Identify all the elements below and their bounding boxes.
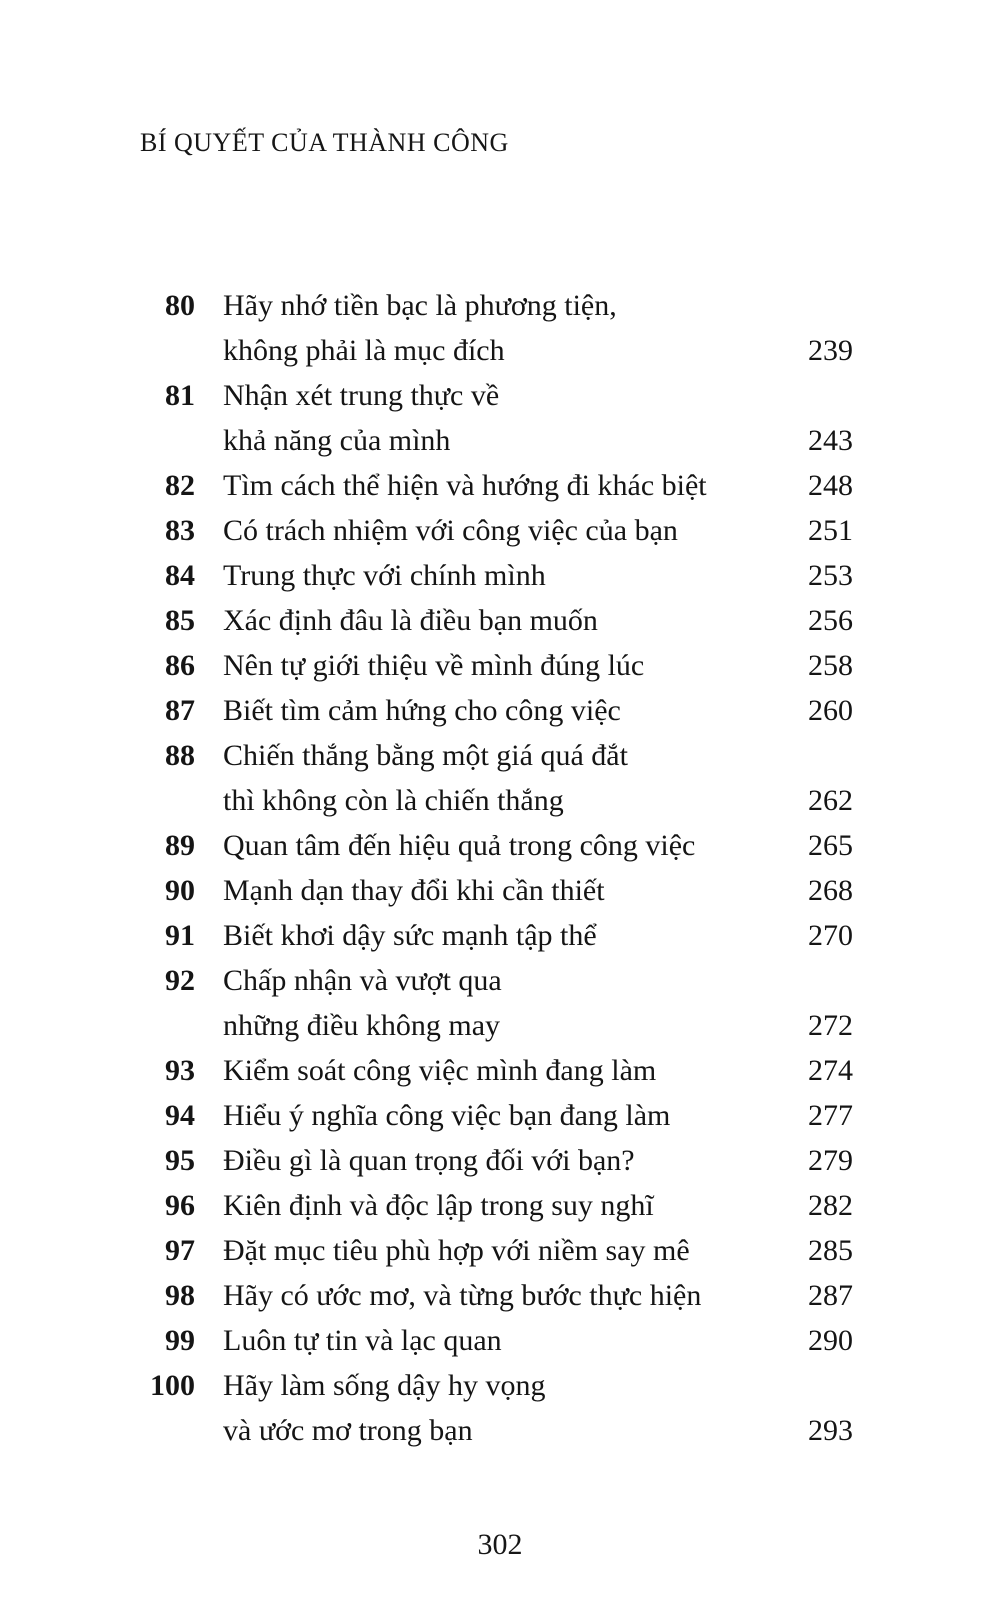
toc-entry-title [223,733,745,823]
toc-entry [137,373,853,463]
toc-entry-number: 91 [165,919,195,952]
toc-entry-page-number: 239 [808,334,853,367]
toc-entry-title-line: Luôn tự tin và lạc quan [223,1324,502,1357]
toc-entry-title-line: Điều gì là quan trọng đối với bạn? [223,1144,635,1177]
toc-entry-title [223,553,745,598]
toc-entry-number: 92 [165,964,195,997]
toc-entry-title-line: Biết tìm cảm hứng cho công việc [223,694,621,727]
toc-entry-title-line: Biết khơi dậy sức mạnh tập thể [223,919,597,952]
toc-entry-number: 80 [165,289,195,322]
toc-entry-page-number: 272 [808,1009,853,1042]
toc-entry [137,1048,853,1093]
toc-entry-title [223,1138,745,1183]
toc-entry-number: 85 [165,604,195,637]
toc-entry-page-number: 248 [808,469,853,502]
toc-entry-title-line: Hãy làm sống dậy hy vọng [223,1369,546,1402]
toc-entry-title-line: Kiên định và độc lập trong suy nghĩ [223,1189,654,1222]
toc-entry-title-line: Hiểu ý nghĩa công việc bạn đang làm [223,1099,671,1132]
toc-entry-title [223,1048,745,1093]
toc-entry [137,1183,853,1228]
toc-entry [137,823,853,868]
toc-entry-title-line: thì không còn là chiến thắng [223,784,564,817]
toc-entry-page-number: 282 [808,1189,853,1222]
toc-entry-page-number: 268 [808,874,853,907]
toc-entry-number: 95 [165,1144,195,1177]
toc-entry-title-line: Hãy có ước mơ, và từng bước thực hiện [223,1279,702,1312]
toc-entry-number: 94 [165,1099,195,1132]
toc-entry-page-number: 277 [808,1099,853,1132]
toc-entry-page-number: 279 [808,1144,853,1177]
toc-entry-number: 100 [150,1369,195,1402]
toc-entry-title-line: Có trách nhiệm với công việc của bạn [223,514,678,547]
toc-entry-title [223,463,745,508]
toc-entry-title-line: Quan tâm đến hiệu quả trong công việc [223,829,696,862]
toc-entry-title-line: Chấp nhận và vượt qua [223,964,502,997]
toc-entry-page-number: 287 [808,1279,853,1312]
table-of-contents [137,283,853,1453]
toc-entry-title-line: Đặt mục tiêu phù hợp với niềm say mê [223,1234,690,1267]
toc-entry-page-number: 274 [808,1054,853,1087]
toc-entry-title-line: Xác định đâu là điều bạn muốn [223,604,598,637]
toc-entry [137,598,853,643]
running-head-book-title: BÍ QUYẾT CỦA THÀNH CÔNG [140,128,509,157]
toc-entry-number: 99 [165,1324,195,1357]
toc-entry-title-line: Nhận xét trung thực về [223,379,500,412]
toc-entry-page-number: 251 [808,514,853,547]
toc-entry [137,283,853,373]
toc-entry-number: 83 [165,514,195,547]
toc-entry-page-number: 290 [808,1324,853,1357]
toc-entry-title-line: Hãy nhớ tiền bạc là phương tiện, [223,289,617,322]
toc-entry-number: 98 [165,1279,195,1312]
toc-entry-title-line: không phải là mục đích [223,334,505,367]
toc-entry-number: 93 [165,1054,195,1087]
toc-entry-number: 84 [165,559,195,592]
toc-entry-title-line: Kiểm soát công việc mình đang làm [223,1054,657,1087]
toc-entry [137,913,853,958]
toc-entry-page-number: 253 [808,559,853,592]
toc-entry-number: 88 [165,739,195,772]
toc-entry-number: 96 [165,1189,195,1222]
toc-entry-title [223,688,745,733]
toc-entry-number: 82 [165,469,195,502]
toc-entry-number: 90 [165,874,195,907]
toc-entry-page-number: 258 [808,649,853,682]
toc-entry-page-number: 243 [808,424,853,457]
toc-entry [137,733,853,823]
toc-entry [137,553,853,598]
toc-entry-title [223,1228,745,1273]
toc-entry-title [223,1183,745,1228]
toc-entry-title [223,643,745,688]
toc-entry-page-number: 265 [808,829,853,862]
toc-entry-title [223,823,745,868]
toc-entry-number: 97 [165,1234,195,1267]
toc-entry-page-number: 260 [808,694,853,727]
toc-entry-number: 81 [165,379,195,412]
toc-entry [137,1093,853,1138]
toc-entry-number: 89 [165,829,195,862]
toc-entry-title-line: và ước mơ trong bạn [223,1414,473,1447]
toc-entry [137,643,853,688]
toc-entry-title [223,913,745,958]
toc-entry-number: 86 [165,649,195,682]
toc-entry-title-line: khả năng của mình [223,424,451,457]
toc-entry-title [223,1273,745,1318]
toc-entry [137,508,853,553]
toc-entry [137,1228,853,1273]
toc-entry-number: 87 [165,694,195,727]
toc-entry-title-line: những điều không may [223,1009,501,1042]
toc-entry-title [223,508,745,553]
toc-entry-title [223,1363,745,1453]
toc-entry [137,688,853,733]
toc-entry [137,868,853,913]
toc-entry [137,1138,853,1183]
toc-entry-page-number: 285 [808,1234,853,1267]
toc-entry [137,958,853,1048]
toc-entry-title-line: Chiến thắng bằng một giá quá đắt [223,739,628,772]
toc-entry-page-number: 270 [808,919,853,952]
toc-entry-page-number: 262 [808,784,853,817]
toc-entry [137,1318,853,1363]
page-number: 302 [477,1528,523,1561]
toc-entry-title-line: Nên tự giới thiệu về mình đúng lúc [223,649,645,682]
toc-entry-title [223,598,745,643]
toc-entry-title [223,958,745,1048]
toc-entry-title [223,868,745,913]
toc-entry-title-line: Mạnh dạn thay đổi khi cần thiết [223,874,605,907]
toc-entry-title-line: Trung thực với chính mình [223,559,546,592]
toc-entry-title [223,1093,745,1138]
toc-entry-page-number: 256 [808,604,853,637]
toc-entry-title-line: Tìm cách thể hiện và hướng đi khác biệt [223,469,707,502]
toc-entry-page-number: 293 [808,1414,853,1447]
toc-entry [137,1363,853,1453]
toc-entry [137,1273,853,1318]
toc-entry [137,463,853,508]
toc-entry-title [223,283,745,373]
toc-entry-title [223,373,745,463]
toc-entry-title [223,1318,745,1363]
